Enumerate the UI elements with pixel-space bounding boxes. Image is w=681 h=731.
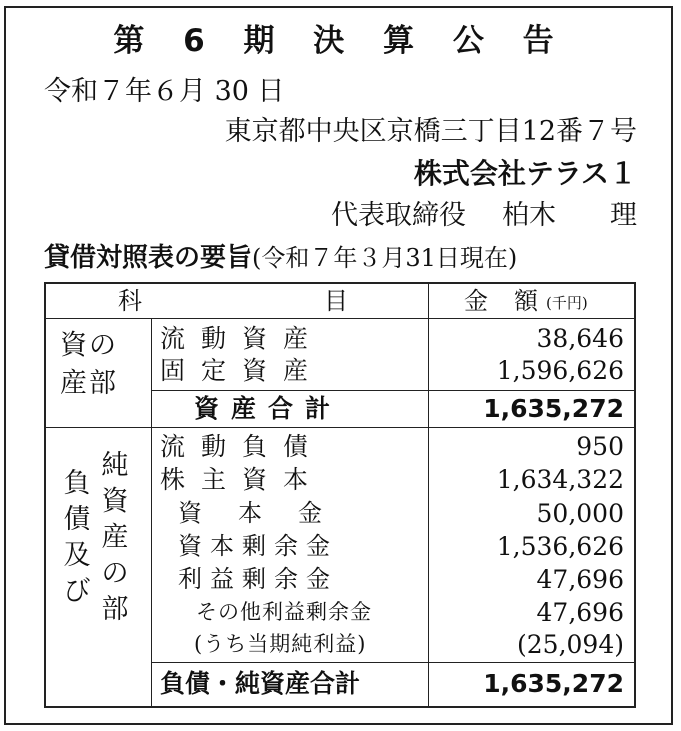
liability-row-amount: 1,536,626: [496, 532, 624, 561]
liabilities-total-divider: [151, 662, 634, 663]
liabilities-section-label-col1: 負 債 及 び: [63, 468, 91, 607]
assets-section-label-line2: 産部: [60, 368, 118, 399]
liability-row-label: 株主資本: [160, 465, 325, 494]
asset-row-amount: 38,646: [536, 324, 624, 353]
assets-section-label-line1: 資の: [60, 330, 118, 361]
liability-row-label: その他利益剰余金: [196, 600, 372, 624]
asset-row-label: 固定資産: [160, 356, 325, 385]
column-header-item-right: 目: [324, 287, 348, 315]
liability-row-amount: 47,696: [536, 565, 624, 594]
column-header-amount-right: 額: [514, 287, 538, 315]
page-title: 第 6 期 決 算 公 告: [113, 23, 568, 59]
assets-total-label: 資産合計: [194, 394, 343, 423]
liabilities-total-label: 負債・純資産合計: [160, 669, 361, 698]
liability-row-label: 資本剰余金: [178, 532, 338, 560]
section-divider: [46, 427, 634, 428]
liability-row-label: 流動負債: [160, 432, 325, 461]
balance-sheet-table: [44, 282, 636, 708]
balance-sheet-heading: 貸借対照表の要旨: [44, 243, 253, 273]
asset-row-amount: 1,596,626: [496, 356, 624, 385]
liability-row-amount: (25,094): [517, 630, 624, 659]
liability-row-label: 利益剰余金: [178, 565, 338, 593]
column-header-item-left: 科: [118, 287, 142, 315]
representative: [331, 202, 637, 229]
company-address: 東京都中央区京橋三丁目12番７号: [224, 116, 637, 147]
balance-sheet-title: [44, 245, 517, 271]
balance-sheet-period: (令和７年３月31日現在): [252, 244, 518, 272]
representative-title: 代表取締役: [331, 200, 466, 231]
liability-row-amount: 50,000: [536, 499, 624, 528]
asset-row-label: 流動資産: [160, 324, 325, 353]
section-column-divider: [151, 318, 152, 706]
column-header-unit: (千円): [546, 294, 588, 312]
liability-row-amount: 950: [576, 432, 624, 461]
amount-column-divider: [428, 284, 429, 706]
assets-total-amount: 1,635,272: [483, 394, 624, 423]
header-divider: [46, 318, 634, 319]
company-name: 株式会社テラス１: [413, 157, 637, 190]
representative-given-name: 理: [610, 200, 637, 231]
announcement-date: 令和７年６月 30 日: [44, 76, 285, 107]
liabilities-total-amount: 1,635,272: [483, 669, 624, 698]
liabilities-section-label-col2: 純 資 産 の 部: [101, 450, 129, 625]
liability-row-label: 資 本 金: [178, 499, 328, 527]
assets-total-divider: [151, 390, 634, 391]
liability-row-label: (うち当期純利益): [194, 632, 367, 656]
column-header-amount-left: 金: [464, 287, 488, 315]
liability-row-amount: 47,696: [536, 598, 624, 627]
liability-row-amount: 1,634,322: [496, 465, 624, 494]
representative-family-name: 柏木: [502, 200, 556, 231]
